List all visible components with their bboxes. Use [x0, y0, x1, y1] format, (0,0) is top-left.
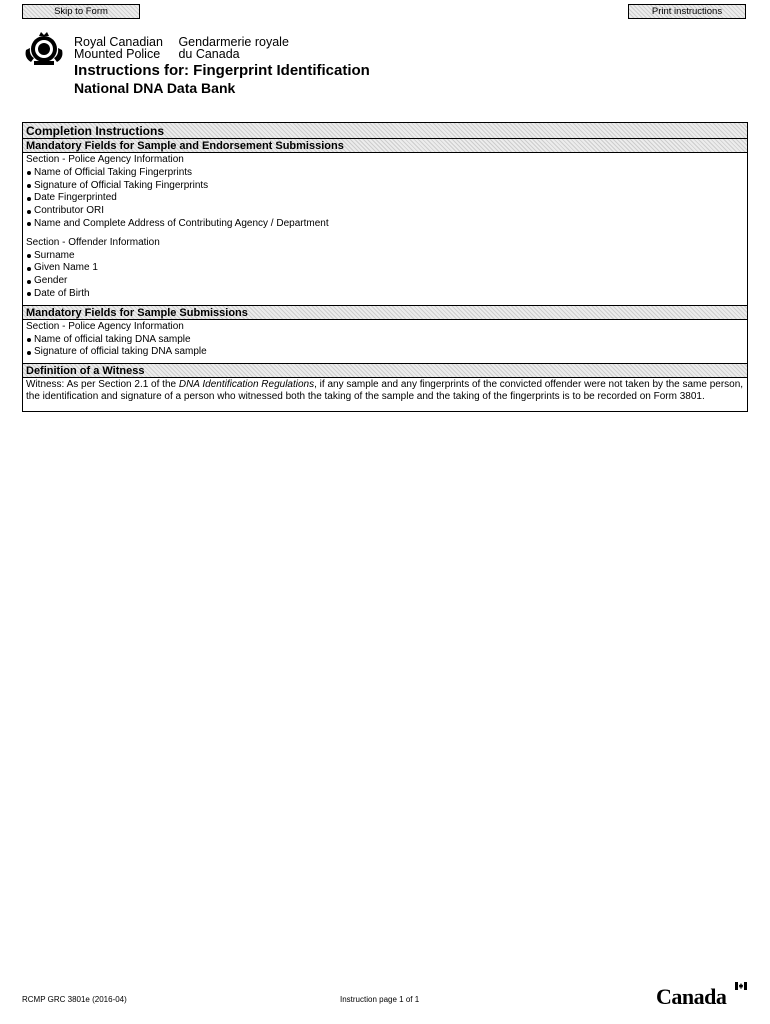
section-heading-witness: Definition of a Witness: [23, 364, 747, 378]
agency-en-line1: Royal Canadian: [74, 35, 163, 49]
page-title: Instructions for: Fingerprint Identification: [74, 62, 370, 79]
agency-name-french: [178, 36, 288, 60]
list-item: Signature of official taking DNA sample: [26, 346, 744, 359]
canada-flag-icon: [735, 982, 747, 990]
witness-text-before: Witness: As per Section 2.1 of the: [26, 379, 179, 391]
form-code: RCMP GRC 3801e (2016-04): [22, 995, 127, 1004]
witness-regulation-title: DNA Identification Regulations: [178, 379, 315, 391]
list-item: Signature of Official Taking Fingerprints: [26, 180, 744, 193]
group-title-offender: Section - Offender Information: [26, 236, 160, 248]
bullet-list-police-agency: [26, 167, 744, 231]
list-item: Name and Complete Address of Contributing Agency / Department: [26, 218, 744, 231]
document-header: [22, 26, 748, 98]
page-subtitle: National DNA Data Bank: [74, 80, 236, 96]
group-title-police-agency-sample: Section - Police Agency Information: [26, 320, 184, 332]
section-body-sample-submissions: [23, 320, 747, 364]
agency-name-english: [74, 36, 163, 60]
agency-fr-line1: Gendarmerie royale: [178, 35, 289, 49]
section-heading-sample-submissions: Mandatory Fields for Sample Submissions: [23, 306, 747, 320]
list-item: Given Name 1: [26, 262, 744, 275]
list-item: Surname: [26, 250, 744, 263]
agency-fr-line2: du Canada: [178, 47, 240, 61]
bullet-list-police-agency-sample: [26, 334, 744, 360]
section-body-sample-endorsement: [23, 153, 747, 306]
section-body-witness: [23, 378, 747, 411]
list-item: Name of official taking DNA sample: [26, 334, 744, 347]
list-item: Name of Official Taking Fingerprints: [26, 167, 744, 180]
witness-text-after: , if any sample and any fingerprints of the convicted offender were not taken by the same person, the identification and signature of a person who witnessed both the taking of the sample and the taking of the fingerprints is to be recorded on Form 3801.: [26, 379, 744, 403]
list-item: Date Fingerprinted: [26, 192, 744, 205]
list-item: Date of Birth: [26, 288, 744, 301]
completion-instructions-form: [22, 122, 748, 412]
section-heading-sample-endorsement: Mandatory Fields for Sample and Endorsement Submissions: [23, 139, 747, 153]
agency-name: [74, 36, 289, 60]
witness-definition: [26, 379, 744, 403]
skip-to-form-button[interactable]: Skip to Form: [22, 4, 140, 19]
rcmp-crest-icon: [22, 30, 66, 66]
print-instructions-button[interactable]: Print instructions: [628, 4, 746, 19]
list-item: Gender: [26, 275, 744, 288]
canada-wordmark: Canada: [656, 984, 727, 1009]
agency-en-line2: Mounted Police: [74, 47, 161, 61]
page-number: Instruction page 1 of 1: [340, 995, 420, 1004]
completion-instructions-heading: Completion Instructions: [23, 123, 747, 139]
group-title-police-agency: Section - Police Agency Information: [26, 154, 184, 165]
bullet-list-offender: [26, 250, 744, 301]
list-item: Contributor ORI: [26, 205, 744, 218]
